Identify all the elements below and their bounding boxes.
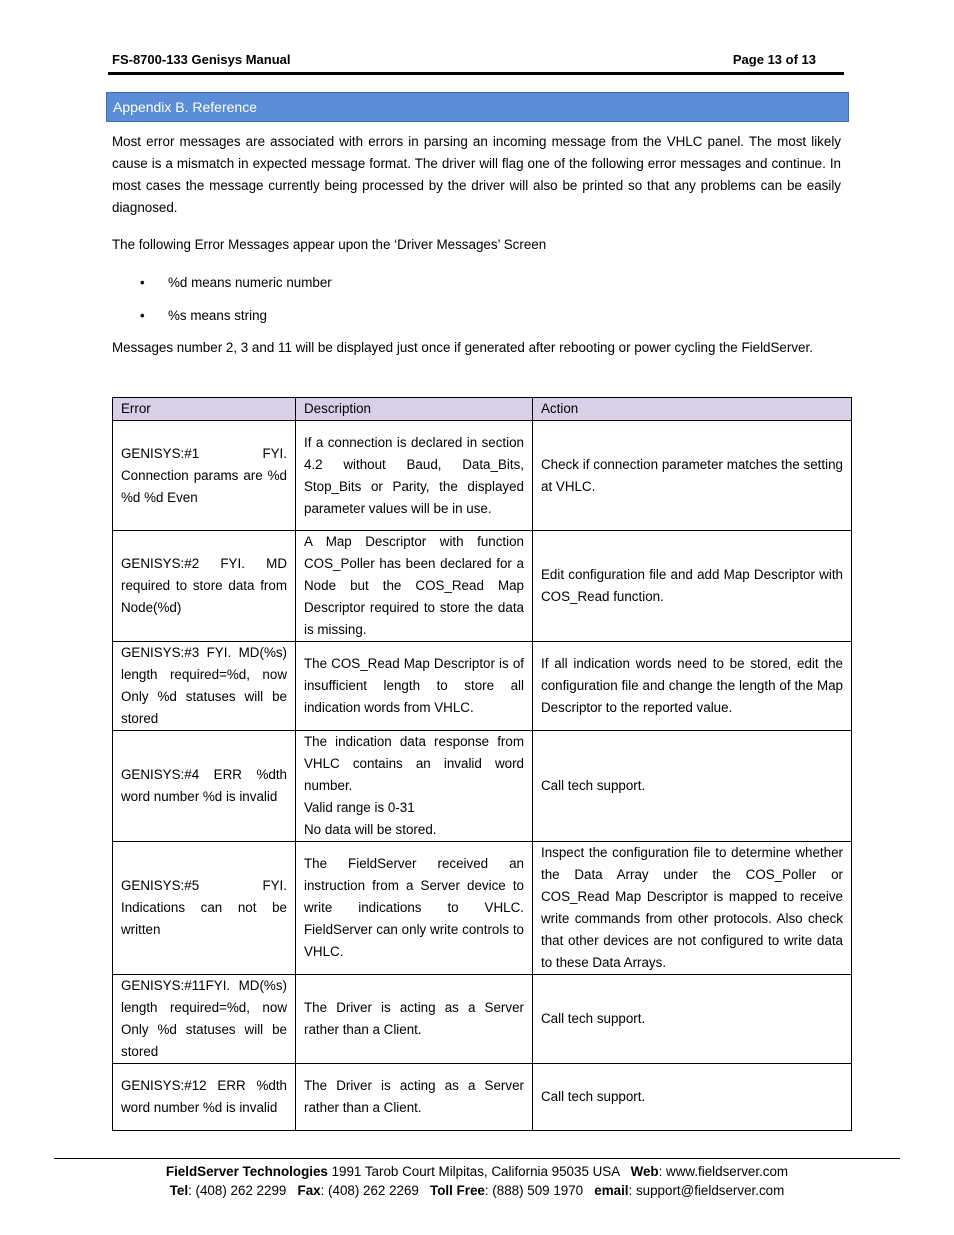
- action-cell: Call tech support.: [533, 1064, 852, 1131]
- table-row: [113, 731, 852, 842]
- table-row: [113, 975, 852, 1064]
- footer-email-label: email: [594, 1183, 629, 1198]
- footer-tollfree-label: Toll Free: [430, 1183, 485, 1198]
- bullet-text: %s means string: [168, 308, 267, 323]
- table-row: [113, 842, 852, 975]
- footer-rule: [54, 1158, 900, 1159]
- page-number: Page 13 of 13: [732, 52, 816, 67]
- table-row: [113, 642, 852, 731]
- intro-paragraph: Most error messages are associated with errors in parsing an incoming message from the VHLC panel. The most likely cause is a mismatch in expected message format. The driver will flag one of the following error messages and continue. In most cases the message currently being processed by the driver will also be printed so that any problems can be easily diagnosed.: [112, 134, 841, 215]
- note-paragraph: Messages number 2, 3 and 11 will be displayed just once if generated after rebooting or power cycling the FieldServer.: [112, 340, 813, 355]
- description-line: Valid range is 0-31: [304, 800, 415, 815]
- bullet-icon: •: [140, 308, 145, 323]
- footer-line-2: [54, 1183, 900, 1198]
- footer-address: 1991 Tarob Court Milpitas, California 95035 USA: [327, 1164, 631, 1179]
- action-cell: If all indication words need to be stored, edit the configuration file and change the length of the Map Descriptor to the reported value.: [533, 642, 852, 731]
- footer-web-link[interactable]: : www.fieldserver.com: [658, 1164, 789, 1179]
- description-cell: [296, 731, 533, 842]
- description-cell: If a connection is declared in section 4.2 without Baud, Data_Bits, Stop_Bits or Parity, the displayed parameter values will be in use.: [296, 421, 533, 531]
- error-cell: GENISYS:#4 ERR %dth word number %d is invalid: [113, 731, 296, 842]
- description-cell: The Driver is acting as a Server rather than a Client.: [296, 1064, 533, 1131]
- description-cell: A Map Descriptor with function COS_Poller has been declared for a Node but the COS_Read Map Descriptor required to store the data is missing.: [296, 531, 533, 642]
- footer-company: FieldServer Technologies: [165, 1164, 328, 1179]
- action-cell: Call tech support.: [533, 731, 852, 842]
- column-header-error: Error: [113, 398, 296, 421]
- description-cell: The COS_Read Map Descriptor is of insufficient length to store all indication words from VHLC.: [296, 642, 533, 731]
- footer-tel-value: : (408) 262 2299: [188, 1183, 298, 1198]
- description-cell: The FieldServer received an instruction from a Server device to write indications to VHLC. FieldServer can only write controls to VHLC.: [296, 842, 533, 975]
- action-cell: Call tech support.: [533, 975, 852, 1064]
- table-header-row: [113, 398, 852, 421]
- footer-line-1: [54, 1164, 900, 1179]
- error-messages-table: [112, 397, 852, 1131]
- table-row: [113, 531, 852, 642]
- messages-intro-paragraph: The following Error Messages appear upon the ‘Driver Messages’ Screen: [112, 237, 547, 252]
- bullet-item: [140, 272, 332, 294]
- error-cell: GENISYS:#11FYI. MD(%s) length required=%d, now Only %d statuses will be stored: [113, 975, 296, 1064]
- description-line: The indication data response from VHLC contains an invalid word number.: [304, 734, 524, 793]
- footer-web-label: Web: [630, 1164, 659, 1179]
- column-header-action: Action: [533, 398, 852, 421]
- document-title: FS-8700-133 Genisys Manual: [112, 52, 291, 67]
- column-header-description: Description: [296, 398, 533, 421]
- footer-email-link[interactable]: : support@fieldserver.com: [628, 1183, 785, 1198]
- footer-tel-label: Tel: [169, 1183, 189, 1198]
- description-line: No data will be stored.: [304, 822, 437, 837]
- bullet-icon: •: [140, 275, 145, 290]
- section-title: Appendix B. Reference: [113, 99, 257, 115]
- table-row: [113, 421, 852, 531]
- header-rule: [108, 72, 844, 75]
- action-cell: Edit configuration file and add Map Descriptor with COS_Read function.: [533, 531, 852, 642]
- footer-fax-label: Fax: [297, 1183, 321, 1198]
- error-cell: GENISYS:#12 ERR %dth word number %d is invalid: [113, 1064, 296, 1131]
- section-heading-bar: [106, 92, 849, 122]
- error-cell: GENISYS:#1 FYI. Connection params are %d %d %d Even: [113, 421, 296, 531]
- table-row: [113, 1064, 852, 1131]
- error-cell: GENISYS:#3 FYI. MD(%s) length required=%d, now Only %d statuses will be stored: [113, 642, 296, 731]
- description-cell: The Driver is acting as a Server rather than a Client.: [296, 975, 533, 1064]
- action-cell: Check if connection parameter matches the setting at VHLC.: [533, 421, 852, 531]
- bullet-text: %d means numeric number: [168, 275, 332, 290]
- bullet-item: [140, 305, 267, 327]
- error-cell: GENISYS:#5 FYI. Indications can not be written: [113, 842, 296, 975]
- action-cell: Inspect the configuration file to determine whether the Data Array under the COS_Poller or COS_Read Map Descriptor is mapped to receive write commands from other protocols. Also check that other devices are not configured to write data to these Data Arrays.: [533, 842, 852, 975]
- footer-fax-value: : (408) 262 2269: [320, 1183, 431, 1198]
- page-header: [112, 52, 816, 67]
- footer-tollfree-value: : (888) 509 1970: [484, 1183, 595, 1198]
- error-cell: GENISYS:#2 FYI. MD required to store data from Node(%d): [113, 531, 296, 642]
